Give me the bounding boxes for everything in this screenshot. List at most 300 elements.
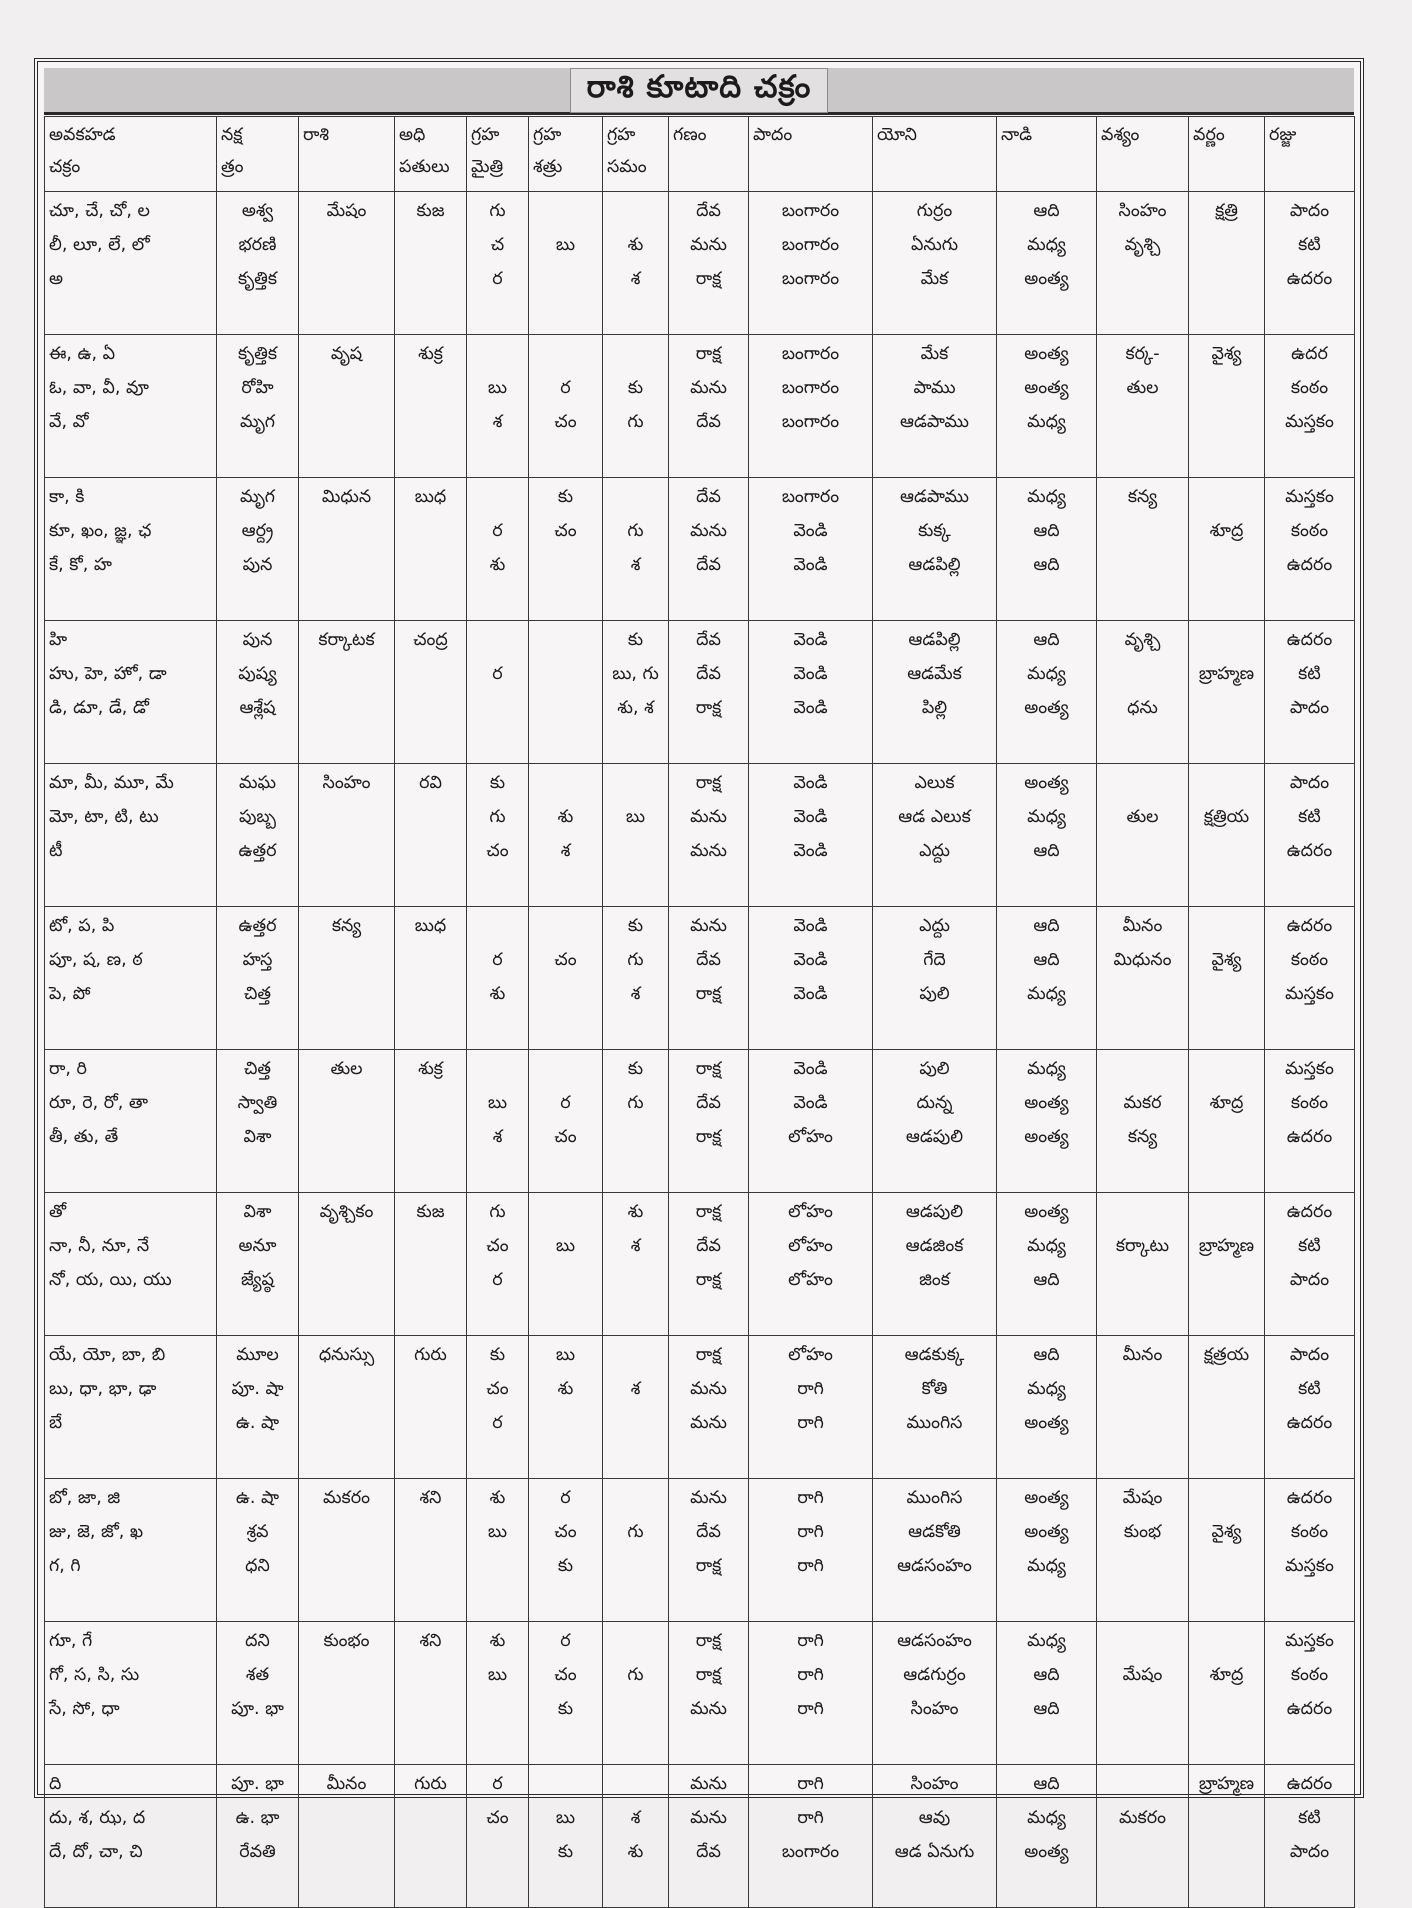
cell-line: ఆది (1033, 1345, 1060, 1365)
header-line: గ్రహ (471, 125, 500, 145)
cell-yoni (873, 907, 997, 1050)
cell-line: వెండి (793, 521, 828, 541)
cell-line (1193, 691, 1260, 725)
cell-line (303, 1835, 390, 1869)
cell-line: బంగారం (781, 378, 840, 398)
cell-rajju (1265, 1193, 1355, 1336)
cell-line: ర (492, 1774, 503, 1794)
cell-syllables (45, 478, 217, 621)
cell-padam (749, 1765, 873, 1908)
cell-line (303, 1801, 390, 1835)
cell-vashyam (1097, 478, 1189, 621)
cell-line: బంగారం (781, 201, 840, 221)
cell-padam (749, 1336, 873, 1479)
cell-rajju (1265, 192, 1355, 335)
cell-varnam (1189, 192, 1265, 335)
table-row (45, 1479, 1355, 1622)
cell-line: గు (627, 521, 644, 541)
cell-nakshatra (217, 764, 299, 907)
cell-line (607, 1692, 664, 1726)
header-row (45, 117, 1355, 192)
cell-line: గేదె (923, 950, 946, 970)
cell-line: పులి (919, 984, 950, 1004)
cell-line: అంత్య (1024, 773, 1069, 793)
cell-graha-neutral (603, 621, 669, 764)
cell-rasi (299, 1622, 395, 1765)
cell-line (1193, 1120, 1260, 1154)
cell-line: ఆడగుర్రం (903, 1665, 966, 1685)
cell-line: అంత్య (1024, 1093, 1069, 1113)
cell-graha-friend (467, 335, 529, 478)
cell-line: మృగ (239, 412, 276, 432)
cell-rajju (1265, 621, 1355, 764)
cell-line: వెండి (793, 807, 828, 827)
cell-padam (749, 1050, 873, 1193)
cell-rasi (299, 335, 395, 478)
cell-line (1101, 766, 1184, 800)
cell-padam (749, 1479, 873, 1622)
cell-line: పున (242, 630, 273, 650)
cell-line: వెండి (793, 773, 828, 793)
cell-line (399, 1549, 462, 1583)
cell-line: కృత్తిక (238, 269, 277, 289)
cell-line: మను (690, 521, 727, 541)
cell-line: గురు (414, 1774, 447, 1794)
cell-line (471, 1692, 524, 1726)
cell-line (1193, 1692, 1260, 1726)
cell-line: మస్తకం (1285, 1059, 1334, 1079)
cell-line: ర (492, 1270, 503, 1290)
cell-line: మస్తకం (1285, 1556, 1334, 1576)
cell-line: మిధునం (1113, 950, 1172, 970)
cell-line: కు (627, 630, 644, 650)
cell-line: ఉదర (1291, 344, 1328, 364)
table-row (45, 764, 1355, 907)
cell-line (471, 480, 524, 514)
header-line: త్రం (221, 157, 244, 177)
cell-line (399, 1515, 462, 1549)
header-line: శత్రు (533, 157, 563, 177)
cell-line (1193, 834, 1260, 868)
cell-line: బంగారం (781, 412, 840, 432)
cell-line: దే, దో, చా, చి (49, 1842, 143, 1862)
cell-line (399, 943, 462, 977)
cell-nadi (997, 1336, 1097, 1479)
cell-line: నో, య, యి, యు (49, 1270, 172, 1290)
cell-line: గు (489, 1202, 506, 1222)
header-line: నాడి (1001, 125, 1033, 145)
cell-yoni (873, 192, 997, 335)
cell-line: ఆడ ఎలుక (898, 807, 971, 827)
cell-line: టో, ప, పి (49, 916, 115, 936)
cell-line: మను (690, 916, 727, 936)
cell-line (1101, 1195, 1184, 1229)
table-row (45, 1336, 1355, 1479)
cell-line: ఈ, ఉ, ఏ (49, 344, 116, 364)
cell-line: హస్త (242, 950, 273, 970)
cell-line: మను (690, 1808, 727, 1828)
cell-line: భరణి (238, 235, 277, 255)
cell-line: కుంభం (323, 1631, 370, 1651)
cell-line: ఆది (1033, 630, 1060, 650)
cell-line: వే, వో (49, 412, 89, 432)
cell-line: తుల (1126, 807, 1159, 827)
cell-yoni (873, 1622, 997, 1765)
cell-line: ముంగిస (906, 1413, 963, 1433)
title-bar (44, 68, 1354, 115)
cell-line: ఆడపిల్లి (908, 630, 961, 650)
cell-rajju (1265, 1336, 1355, 1479)
cell-line: ఉత్తర (238, 916, 277, 936)
cell-graha-enemy (529, 1479, 603, 1622)
cell-line: కు (627, 1059, 644, 1079)
cell-ganam (669, 335, 749, 478)
cell-line: రాక్ష (695, 1556, 722, 1576)
cell-line: రాక్ష (695, 1270, 722, 1290)
cell-padam (749, 764, 873, 907)
cell-line (1101, 1263, 1184, 1297)
cell-line: రోహి (241, 378, 274, 398)
cell-line: అ (49, 269, 63, 289)
cell-line: మధ్య (1027, 1808, 1066, 1828)
cell-line: బు, ధా, భా, ఢా (49, 1379, 157, 1399)
cell-line: మీనం (326, 1774, 367, 1794)
cell-line (399, 228, 462, 262)
cell-line (1193, 1835, 1260, 1869)
cell-rasi (299, 1336, 395, 1479)
cell-line (533, 1767, 598, 1801)
header-rasi (299, 117, 395, 192)
cell-graha-enemy (529, 335, 603, 478)
cell-line: చిత్త (243, 1059, 272, 1079)
cell-line: కన్య (331, 916, 362, 936)
cell-line: పాదం (1289, 698, 1330, 718)
cell-line: చ (490, 235, 505, 255)
cell-line: మకర (1123, 1093, 1162, 1113)
cell-vashyam (1097, 764, 1189, 907)
cell-line: ర (560, 1488, 571, 1508)
cell-vashyam (1097, 1336, 1189, 1479)
cell-line: కూ, ఖం, జ్ఞ, ఛ (49, 521, 152, 541)
cell-lord (395, 1050, 467, 1193)
cell-line (533, 977, 598, 1011)
cell-rasi (299, 1050, 395, 1193)
cell-line: శు (489, 1488, 506, 1508)
cell-graha-friend (467, 478, 529, 621)
cell-line: శ (630, 269, 641, 289)
cell-line: లోహం (788, 1236, 833, 1256)
cell-graha-enemy (529, 478, 603, 621)
cell-ganam (669, 192, 749, 335)
cell-line: శ (630, 1236, 641, 1256)
cell-nakshatra (217, 621, 299, 764)
cell-lord (395, 1765, 467, 1908)
cell-line: మస్తకం (1285, 1631, 1334, 1651)
cell-rajju (1265, 335, 1355, 478)
cell-line: గు (627, 1665, 644, 1685)
cell-line: ధని (245, 1556, 270, 1576)
cell-line (607, 766, 664, 800)
cell-line: శూద్ర (1209, 1665, 1244, 1685)
cell-varnam (1189, 478, 1265, 621)
cell-line (399, 1229, 462, 1263)
cell-line: యే, యో, బా, బి (49, 1345, 166, 1365)
cell-line: వెండి (793, 916, 828, 936)
cell-rajju (1265, 907, 1355, 1050)
cell-line: చం (554, 412, 577, 432)
cell-line: కు (557, 487, 574, 507)
cell-line: అంత్య (1024, 1202, 1069, 1222)
cell-line: పూ. భా (231, 1699, 284, 1719)
cell-line (607, 1549, 664, 1583)
cell-rajju (1265, 764, 1355, 907)
cell-line: గు (627, 1522, 644, 1542)
cell-line: దేవ (696, 1522, 721, 1542)
cell-line (399, 1086, 462, 1120)
cell-line (303, 1658, 390, 1692)
cell-line: వెండి (793, 950, 828, 970)
cell-graha-neutral (603, 335, 669, 478)
cell-line (1101, 977, 1184, 1011)
cell-line: ఉ. షా (235, 1413, 280, 1433)
cell-line (399, 1801, 462, 1835)
cell-rasi (299, 1479, 395, 1622)
cell-line (533, 1195, 598, 1229)
cell-line: గు (627, 412, 644, 432)
cell-line: ధను (1127, 698, 1158, 718)
cell-line (399, 1692, 462, 1726)
table-row (45, 478, 1355, 621)
cell-line: ర (492, 521, 503, 541)
cell-graha-enemy (529, 907, 603, 1050)
cell-line (471, 1835, 524, 1869)
cell-line: శు (489, 1631, 506, 1651)
cell-line: ర (560, 1093, 571, 1113)
cell-line (303, 1372, 390, 1406)
header-line: సమం (607, 157, 647, 177)
cell-line: పుబ్బ (238, 807, 277, 827)
cell-line (399, 262, 462, 296)
cell-line: శు (557, 807, 574, 827)
cell-line (399, 1372, 462, 1406)
cell-line: చిత్త (243, 984, 272, 1004)
cell-nadi (997, 764, 1097, 907)
cell-line (399, 800, 462, 834)
cell-line (399, 548, 462, 582)
table-row (45, 907, 1355, 1050)
cell-padam (749, 192, 873, 335)
cell-line: బు (555, 1345, 576, 1365)
cell-line: మేషం (1122, 1665, 1163, 1685)
cell-line: బ్రాహ్మణ (1198, 1236, 1255, 1256)
cell-line: మేషం (1122, 1488, 1163, 1508)
cell-ganam (669, 907, 749, 1050)
cell-line: మధ్య (1027, 1631, 1066, 1651)
cell-line (1101, 1692, 1184, 1726)
cell-line: ఆశ్లేష (239, 698, 276, 718)
cell-line: బు (555, 235, 576, 255)
cell-line: కా, కి (49, 487, 85, 507)
cell-graha-enemy (529, 1193, 603, 1336)
cell-graha-neutral (603, 1050, 669, 1193)
cell-line: ఆడజింక (905, 1236, 964, 1256)
cell-line: మేక (920, 269, 949, 289)
cell-padam (749, 335, 873, 478)
cell-line: వెండి (793, 1093, 828, 1113)
header-syllables (45, 117, 217, 192)
cell-line: క్షత్రయ (1203, 1345, 1250, 1365)
cell-ganam (669, 1765, 749, 1908)
cell-line (303, 514, 390, 548)
cell-line: ఆడపులి (905, 1127, 964, 1147)
cell-graha-friend (467, 1765, 529, 1908)
cell-graha-neutral (603, 1336, 669, 1479)
rasi-kuta-table (44, 116, 1355, 1908)
cell-line (399, 1263, 462, 1297)
cell-line: దేవ (696, 201, 721, 221)
cell-line (1193, 623, 1260, 657)
cell-line: రాగి (797, 1808, 824, 1828)
cell-line: పూ, ష, ణ, ఠ (49, 950, 143, 970)
header-varnam (1189, 117, 1265, 192)
cell-line: హు, హె, హో, డా (49, 664, 167, 684)
cell-line (471, 1052, 524, 1086)
cell-line (1193, 548, 1260, 582)
cell-lord (395, 335, 467, 478)
cell-line: మధ్య (1027, 412, 1066, 432)
table-row (45, 1765, 1355, 1908)
cell-line: గురు (414, 1345, 447, 1365)
chart-sheet (34, 58, 1364, 1862)
cell-line: తుల (330, 1059, 363, 1079)
cell-line: బే (49, 1413, 63, 1433)
cell-line: పాదం (1289, 1842, 1330, 1862)
cell-line (1101, 1549, 1184, 1583)
cell-line: ఆది (1033, 1665, 1060, 1685)
cell-nadi (997, 335, 1097, 478)
table-row (45, 192, 1355, 335)
cell-rajju (1265, 1050, 1355, 1193)
cell-line: రాక్ష (695, 698, 722, 718)
cell-line: దున్న (916, 1093, 953, 1113)
cell-ganam (669, 1622, 749, 1765)
cell-line: అంత్య (1024, 1522, 1069, 1542)
cell-line (471, 337, 524, 371)
cell-line: లోహం (788, 1202, 833, 1222)
cell-line: శ (630, 1379, 641, 1399)
cell-line: ర (560, 1631, 571, 1651)
header-lord (395, 117, 467, 192)
cell-line: శ (560, 841, 571, 861)
header-rajju (1265, 117, 1355, 192)
cell-padam (749, 907, 873, 1050)
cell-lord (395, 907, 467, 1050)
cell-line: గ, గి (49, 1556, 81, 1576)
header-line: చక్రం (49, 157, 81, 177)
cell-line: ఆడపులి (905, 1202, 964, 1222)
cell-line: ఆడపిల్లి (908, 555, 961, 575)
header-line: పాదం (753, 125, 793, 145)
cell-line: ఆడకుక్క (904, 1345, 965, 1365)
cell-line: కుంభ (1123, 1522, 1162, 1542)
cell-line: బంగారం (781, 1842, 840, 1862)
cell-line: ఆది (1033, 1270, 1060, 1290)
cell-line (533, 337, 598, 371)
cell-line: నా, నీ, నూ, నే (49, 1236, 150, 1256)
cell-line (533, 1052, 598, 1086)
cell-yoni (873, 1479, 997, 1622)
cell-yoni (873, 1193, 997, 1336)
cell-line: పె, పో (49, 984, 91, 1004)
cell-line: స్వాతి (237, 1093, 278, 1113)
cell-line: రాక్ష (695, 1631, 722, 1651)
cell-yoni (873, 1050, 997, 1193)
cell-line: కు (489, 773, 506, 793)
cell-graha-enemy (529, 621, 603, 764)
cell-line: లోహం (788, 1270, 833, 1290)
cell-line: శ (492, 412, 503, 432)
cell-line (1193, 1052, 1260, 1086)
cell-line (1101, 1052, 1184, 1086)
cell-line: కంఠం (1290, 378, 1329, 398)
cell-line: మను (690, 1699, 727, 1719)
cell-line: ఓ, వా, వీ, వూ (49, 378, 149, 398)
cell-graha-neutral (603, 764, 669, 907)
cell-line: సింహం (910, 1699, 959, 1719)
cell-line: తుల (1126, 378, 1159, 398)
cell-line: ఆది (1033, 841, 1060, 861)
cell-line: అంత్య (1024, 1842, 1069, 1862)
cell-nadi (997, 621, 1097, 764)
cell-line: ర (492, 950, 503, 970)
cell-line (1193, 1801, 1260, 1835)
cell-nadi (997, 1479, 1097, 1622)
cell-line: గో, స, సి, సు (49, 1665, 140, 1685)
cell-line (399, 1120, 462, 1154)
cell-line: ఆడ ఏనుగు (894, 1842, 975, 1862)
cell-line: వృశ్చికం (319, 1202, 374, 1222)
cell-line: రాగి (797, 1631, 824, 1651)
cell-line (607, 1767, 664, 1801)
cell-line: సింహం (322, 773, 371, 793)
cell-line: బు (487, 1522, 508, 1542)
cell-line: కన్య (1127, 487, 1158, 507)
cell-padam (749, 1193, 873, 1336)
cell-graha-friend (467, 764, 529, 907)
cell-varnam (1189, 907, 1265, 1050)
cell-line: పాదం (1289, 1270, 1330, 1290)
cell-varnam (1189, 764, 1265, 907)
cell-line: ఉదరం (1286, 1488, 1333, 1508)
cell-line: ఉత్తర (238, 841, 277, 861)
cell-line: మధ్య (1027, 1379, 1066, 1399)
cell-line (533, 194, 598, 228)
cell-line: ఎద్దు (919, 841, 950, 861)
cell-line: విశా (243, 1202, 272, 1222)
cell-line: శు, శ (617, 698, 654, 718)
cell-line (607, 480, 664, 514)
cell-line: ఆది (1033, 916, 1060, 936)
cell-line (399, 691, 462, 725)
cell-line (1101, 514, 1184, 548)
cell-graha-neutral (603, 1193, 669, 1336)
header-line: వర్ణం (1193, 125, 1225, 145)
cell-line: సింహం (910, 1774, 959, 1794)
cell-line (303, 800, 390, 834)
cell-line: రాగి (797, 1488, 824, 1508)
cell-line: ఉదరం (1286, 1202, 1333, 1222)
cell-varnam (1189, 1479, 1265, 1622)
